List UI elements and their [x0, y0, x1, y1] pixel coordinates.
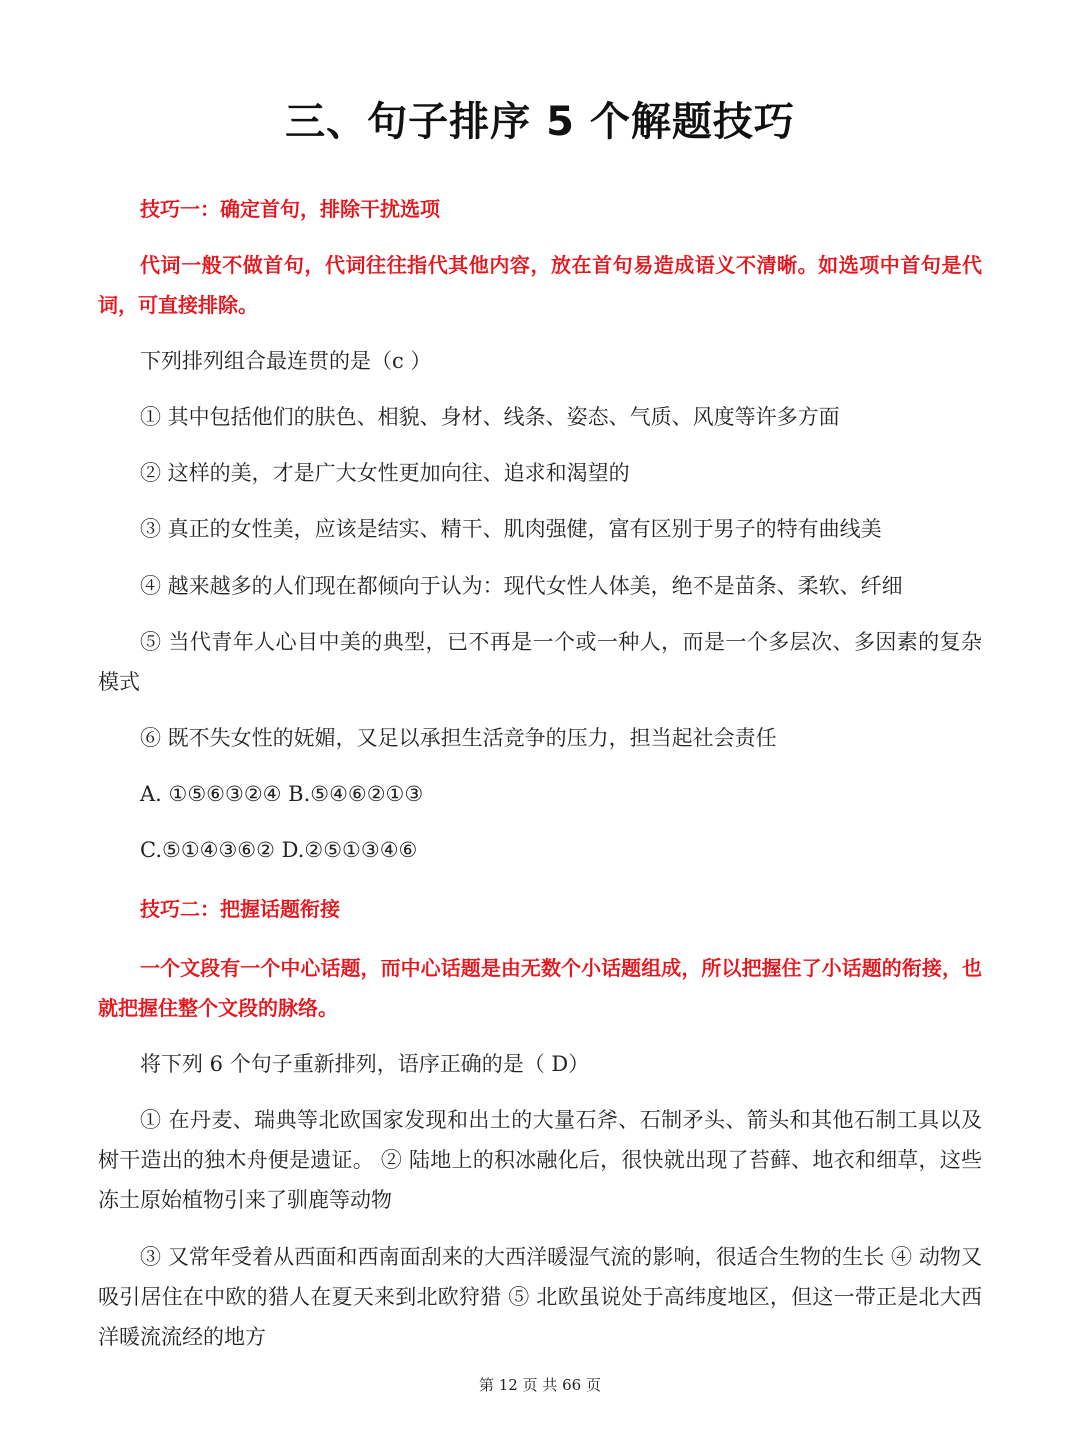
question1-sentence-6: ⑥ 既不失女性的妩媚，又足以承担生活竞争的压力，担当起社会责任	[140, 726, 777, 750]
question2-paragraph-1: ① 在丹麦、瑞典等北欧国家发现和出土的大量石斧、石制矛头、箭头和其他石制工具以及树干造出的独木舟便是遗证。 ② 陆地上的积冰融化后，很快就出现了苔藓、地衣和细草，这些冻土原始植物引来了驯鹿等动物	[98, 1108, 982, 1212]
question1-sentence-1: ① 其中包括他们的肤色、相貌、身材、线条、姿态、气质、风度等许多方面	[140, 405, 840, 429]
question2-paragraph-2: ③ 又常年受着从西面和西南面刮来的大西洋暖湿气流的影响，很适合生物的生长 ④ 动物又吸引居住在中欧的猎人在夏天来到北欧狩猎 ⑤ 北欧虽说处于高纬度地区，但这一带正是北大西洋暖流流经的地方	[98, 1245, 982, 1349]
question2-prompt: 将下列 6 个句子重新排列，语序正确的是（ D）	[140, 1052, 590, 1076]
question1-options-cd: C.⑤①④③⑥② D.②⑤①③④⑥	[140, 838, 418, 862]
question1-sentence-5: ⑤ 当代青年人心目中美的典型，已不再是一个或一种人，而是一个多层次、多因素的复杂模式	[98, 630, 982, 694]
question1-sentence-4: ④ 越来越多的人们现在都倾向于认为：现代女性人体美，绝不是苗条、柔软、纤细	[140, 574, 903, 598]
tip1-explanation: 代词一般不做首句，代词往往指代其他内容，放在首句易造成语义不清晰。如选项中首句是代词，可直接排除。	[98, 253, 982, 317]
question1-sentence-2: ② 这样的美，才是广大女性更加向往、追求和渴望的	[140, 461, 630, 485]
tip2-heading: 技巧二：把握话题衔接	[140, 897, 340, 921]
page-title: 三、句子排序 5 个解题技巧	[285, 99, 795, 145]
question1-sentence-3: ③ 真正的女性美，应该是结实、精干、肌肉强健，富有区别于男子的特有曲线美	[140, 517, 882, 541]
page-footer: 第 12 页 共 66 页	[478, 1376, 601, 1394]
question1-prompt: 下列排列组合最连贯的是（c ）	[140, 349, 432, 373]
question1-options-ab: A. ①⑤⑥③②④ B.⑤④⑥②①③	[140, 782, 424, 806]
tip2-explanation: 一个文段有一个中心话题，而中心话题是由无数个小话题组成，所以把握住了小话题的衔接，也就把握住整个文段的脉络。	[98, 956, 982, 1020]
tip1-heading: 技巧一：确定首句，排除干扰选项	[140, 197, 440, 221]
